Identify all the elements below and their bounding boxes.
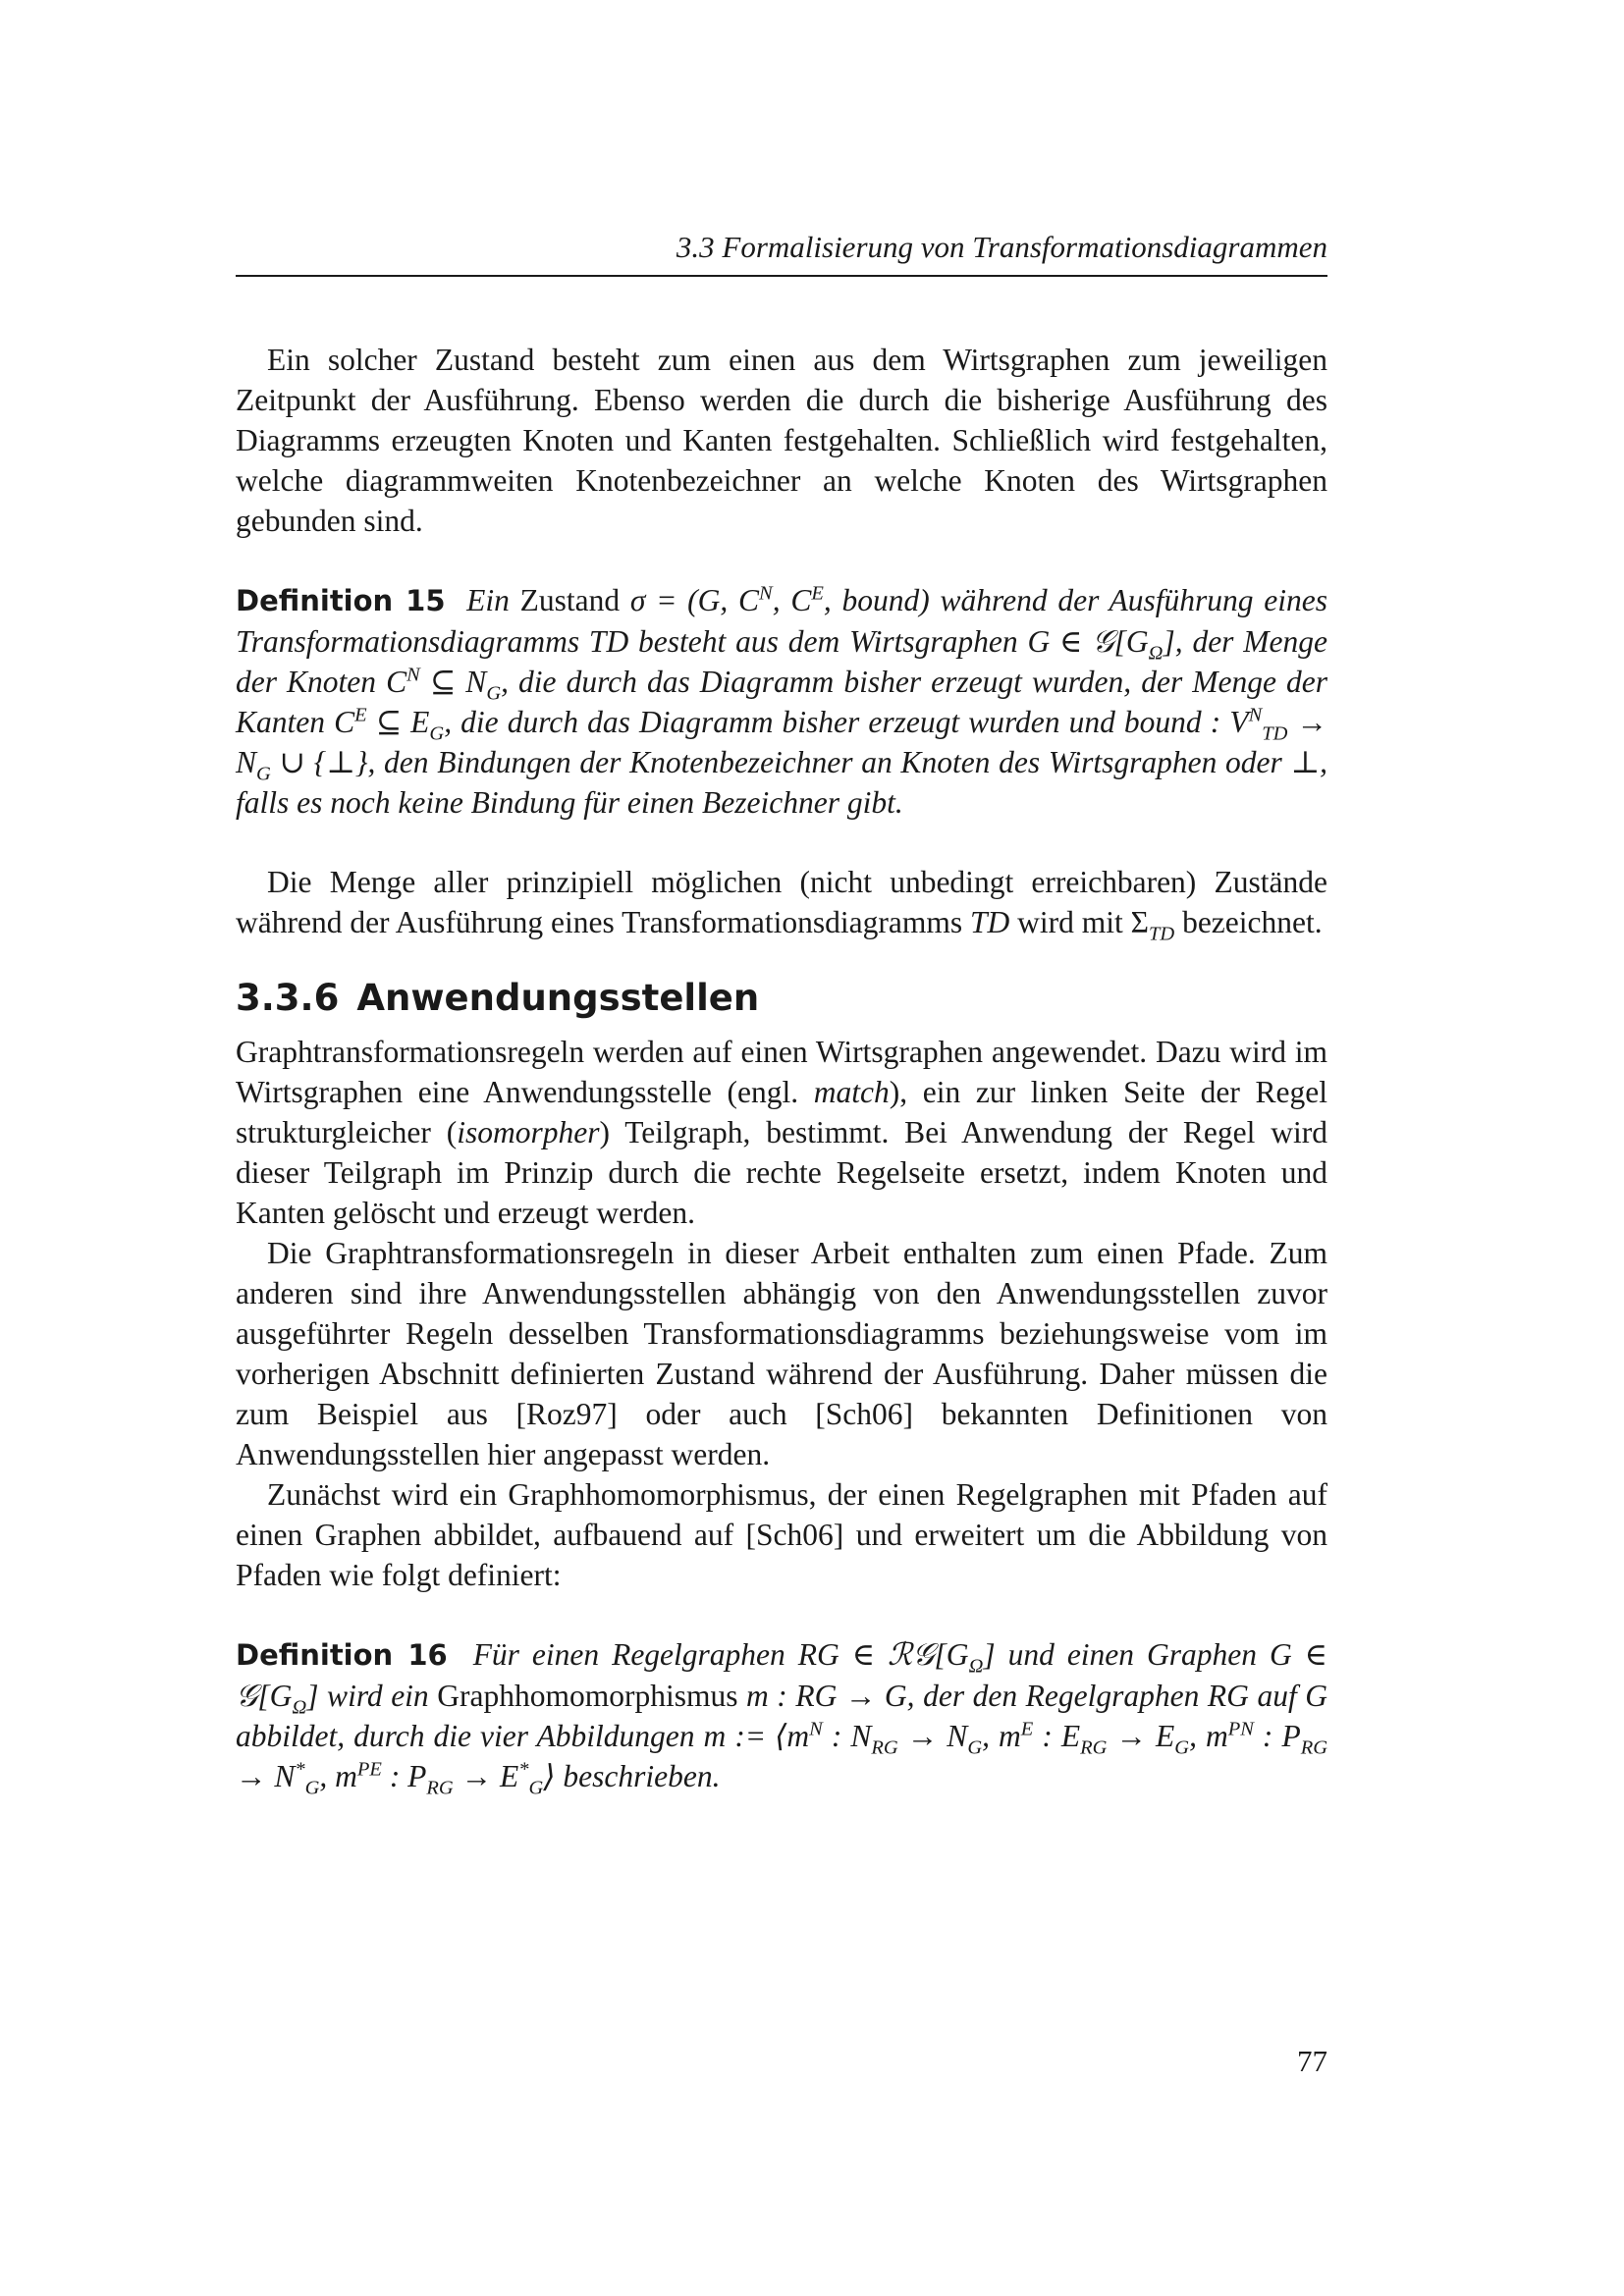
section-heading — [236, 978, 1327, 1018]
p2-text: Die Menge aller prinzipiell möglichen (nicht unbedingt erreichbaren) Zustände während der Ausführung eines Transformationsdiagramms — [236, 865, 1327, 939]
s1-text: ) Teilgraph, bestimmt. Bei Anwendung der Regel wird dieser Teilgraph im Prinzip durch die rechte Regelseite ersetzt, indem Knoten und Kanten gelöscht und erzeugt werden. — [236, 1115, 1327, 1230]
def15-text: Ein — [466, 583, 510, 617]
def16-math: → N — [236, 1759, 296, 1793]
paragraph-homomorphismus: Zunächst wird ein Graphhomomorphismus, der einen Regelgraphen mit Pfaden auf einen Graphen abbildet, aufbauend auf [Sch06] und erweitert um die Abbildung von Pfaden wie folgt definiert: — [236, 1477, 1327, 1592]
def16-sup: PE — [356, 1758, 382, 1781]
def16-sub: Ω — [968, 1655, 984, 1678]
def16-sup: E — [1020, 1718, 1034, 1740]
s1-emph: match — [813, 1075, 890, 1109]
def16-math: : E — [1033, 1719, 1081, 1753]
def16-sub: RG — [871, 1736, 898, 1759]
def16-sub: Ω — [292, 1696, 307, 1719]
def15-sub: G — [486, 682, 502, 705]
definition-15-label: Definition 15 — [236, 584, 446, 617]
def16-sup: * — [518, 1758, 529, 1781]
def15-sup: E — [811, 582, 824, 605]
running-header: 3.3 Formalisierung von Transformationsdiagrammen — [236, 230, 1327, 277]
page-number: 77 — [1297, 2044, 1327, 2078]
def16-sub: G — [304, 1777, 320, 1799]
def16-sub: G — [528, 1777, 544, 1799]
section-number: 3.3.6 — [236, 977, 340, 1019]
def16-term: Graphhomomorphismus — [437, 1679, 738, 1713]
def15-text: , die durch das Diagramm bisher erzeugt wurden, der Menge der Kanten C — [236, 665, 1328, 739]
def15-math: ⊆ N — [419, 665, 487, 699]
def16-math: → E — [1107, 1719, 1175, 1753]
paragraph-zustand-intro: Ein solcher Zustand besteht zum einen aus dem Wirtsgraphen zum jeweiligen Zeitpunkt der Ausführung. Ebenso werden die durch die bisherige Ausführung des Diagramms erzeugten Knoten und Kanten festgehalten. Schließlich wird festgehalten, welche diagrammweiten Knotenbezeichner an welche Knoten des Wirtsgraphen gebunden sind. — [236, 343, 1327, 538]
def15-sup: N — [1248, 704, 1263, 726]
def16-text: m : RG → G, der den Regelgraphen RG auf G abbildet, durch die vier Abbildungen m := ⟨m — [236, 1679, 1327, 1753]
s1-emph: isomorpher — [457, 1115, 600, 1149]
def16-math: : P — [381, 1759, 427, 1793]
def16-math: , m — [982, 1719, 1021, 1753]
def16-sub: RG — [1300, 1736, 1328, 1759]
def16-sup: PN — [1227, 1718, 1254, 1740]
def15-text: ], der Menge der Knoten C — [236, 624, 1328, 699]
def15-term: Zustand — [519, 583, 621, 617]
def15-math: , C — [772, 583, 812, 617]
def16-sup: N — [809, 1718, 823, 1740]
def15-text: , bound) während der Ausführung eines Transformationsdiagramms TD besteht aus dem Wirtsgraphen G ∈ 𝒢[G — [236, 583, 1328, 659]
def15-math: ⊆ E — [366, 705, 430, 739]
def16-sub: RG — [426, 1777, 454, 1799]
s1-text: Graphtransformationsregeln werden auf einen Wirtsgraphen angewendet. Dazu wird im Wirtsgraphen eine Anwendungsstelle (engl. — [236, 1035, 1327, 1109]
def16-sub: G — [1174, 1736, 1190, 1759]
body-text — [236, 340, 1328, 1799]
s1-text: ), ein zur linken Seite der Regel strukturgleicher ( — [236, 1075, 1328, 1149]
def16-math: , m — [1189, 1719, 1228, 1753]
paragraph-zustandsmenge — [236, 862, 1327, 945]
def15-sub: TD — [1262, 722, 1288, 745]
def16-math: : N — [822, 1719, 872, 1753]
p2-sub: TD — [1149, 923, 1175, 945]
def15-sup: N — [759, 582, 773, 605]
paragraph-pfade: Die Graphtransformationsregeln in dieser Arbeit enthalten zum einen Pfade. Zum anderen sind ihre Anwendungsstellen abhängig von den Anwendungsstellen zuvor ausgeführter Regeln desselben Transformationsdiagramms beziehungsweise vom im vorherigen Abschnitt definierten Zustand während der Ausführung. Daher müssen die zum Beispiel aus [Roz97] oder auch [Sch06] bekannten Definitionen von Anwendungsstellen hier angepasst werden. — [236, 1236, 1327, 1471]
def16-math: → E — [453, 1759, 519, 1793]
def15-math: → N — [236, 705, 1327, 779]
definition-15 — [236, 580, 1327, 823]
p2-math: TD — [970, 905, 1010, 939]
def16-math: : P — [1253, 1719, 1301, 1753]
def15-sub: G — [429, 722, 445, 745]
paragraph-anwendungsstelle — [236, 1032, 1327, 1233]
def15-sub: G — [256, 763, 271, 785]
def16-text: ⟩ beschrieben. — [543, 1759, 721, 1793]
def15-text: , die durch das Diagramm bisher erzeugt wurden und bound : V — [444, 705, 1249, 739]
def16-sub: G — [967, 1736, 983, 1759]
def15-math: σ = (G, C — [629, 583, 760, 617]
def15-text: ∪ {⊥}, den Bindungen der Knotenbezeichner an Knoten des Wirtsgraphen oder ⊥, falls es noch keine Bindung für einen Bezeichner gibt. — [236, 745, 1327, 820]
section-title: Anwendungsstellen — [356, 977, 760, 1019]
def15-sup: N — [406, 664, 420, 686]
def16-math: , m — [319, 1759, 357, 1793]
definition-16-label: Definition 16 — [236, 1638, 448, 1672]
p2-text: wird mit Σ — [1017, 905, 1150, 939]
def16-text: ] wird ein — [306, 1679, 429, 1713]
def16-sup: * — [295, 1758, 305, 1781]
def16-sub: RG — [1080, 1736, 1108, 1759]
def15-sub: Ω — [1148, 642, 1164, 665]
p2-text: bezeichnet. — [1174, 905, 1323, 939]
definition-16 — [236, 1634, 1328, 1799]
def16-text: Für einen Regelgraphen RG ∈ ℛ𝒢[G — [472, 1637, 969, 1672]
def16-math: → N — [897, 1719, 968, 1753]
def15-sup: E — [354, 704, 367, 726]
def16-text: ] und einen Graphen G ∈ 𝒢[G — [236, 1637, 1327, 1713]
